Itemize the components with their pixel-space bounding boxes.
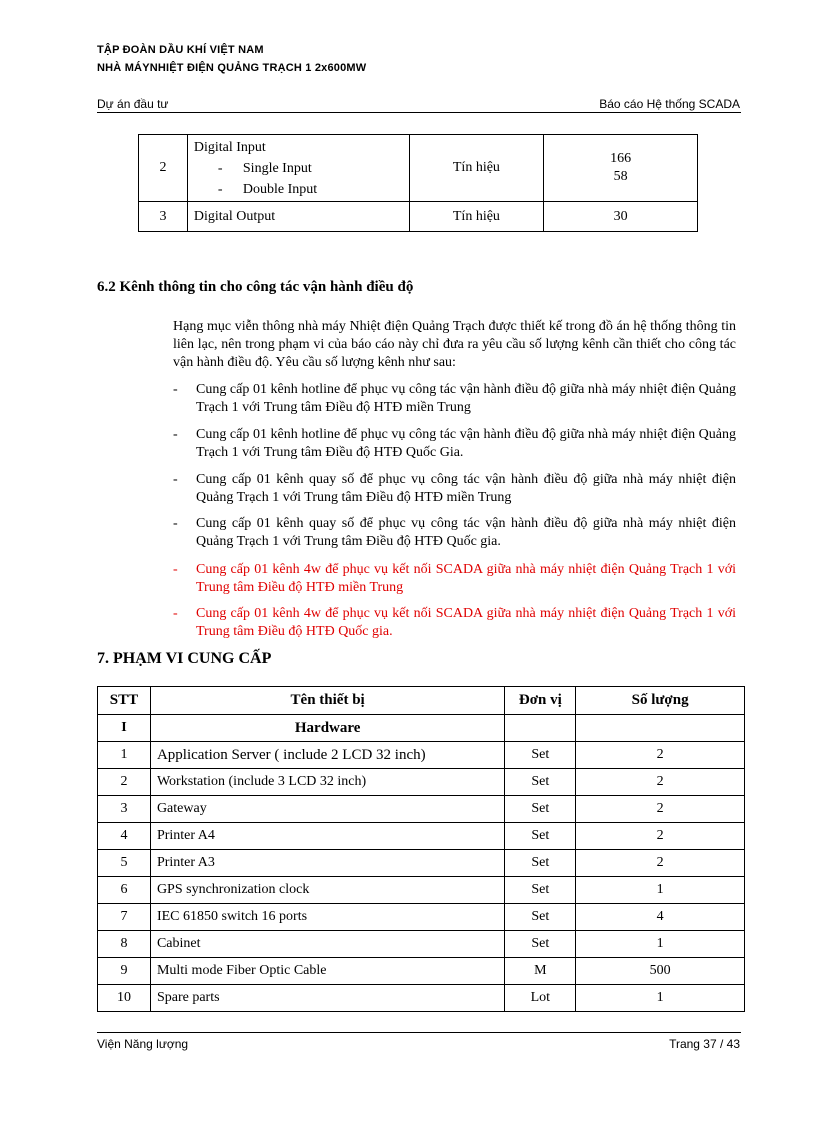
row-number: 3: [98, 796, 151, 823]
intro-paragraph: Hạng mục viễn thông nhà máy Nhiệt điện Quảng Trạch được thiết kế trong đồ án hệ thống thông tin liên lạc, nên trong phạm vi của báo cáo này chỉ đưa ra yêu cầu số lượng kênh cần thiết cho công tác vận hành điều độ. Yêu cầu số lượng kênh như sau:: [173, 319, 736, 370]
quantity: 2: [576, 742, 745, 769]
row-number: 2: [98, 769, 151, 796]
list-item-highlighted: - Cung cấp 01 kênh 4w để phục vụ kết nối SCADA giữa nhà máy nhiệt điện Quảng Trạch 1 với Trung tâm Điều độ HTĐ Quốc gia.: [173, 606, 736, 639]
table-row: [98, 769, 745, 796]
row-unit: Tín hiệu: [409, 202, 544, 232]
device-name: Spare parts: [150, 985, 504, 1012]
quantity: 1: [576, 877, 745, 904]
quantity: 1: [576, 931, 745, 958]
group-name: Hardware: [150, 715, 504, 742]
row-number: 6: [98, 877, 151, 904]
table-row: [98, 985, 745, 1012]
sub-item: - Double Input: [217, 181, 318, 197]
device-name: Printer A4: [150, 823, 504, 850]
unit: Set: [505, 931, 576, 958]
value: 58: [613, 169, 628, 184]
row-description: [187, 135, 409, 202]
quantity: 500: [576, 958, 745, 985]
header-left-subtitle: Dự án đầu tư: [97, 97, 169, 111]
unit: Set: [505, 742, 576, 769]
row-number: 5: [98, 850, 151, 877]
row-number: 10: [98, 985, 151, 1012]
org-name: TẬP ĐOÀN DẦU KHÍ VIỆT NAM: [97, 44, 264, 56]
unit: Set: [505, 769, 576, 796]
unit: Set: [505, 796, 576, 823]
section-heading-6-2: 6.2 Kênh thông tin cho công tác vận hành điều độ: [97, 279, 414, 295]
column-header: Tên thiết bị: [150, 687, 504, 715]
sub-item: - Single Input: [217, 160, 312, 176]
row-number: 9: [98, 958, 151, 985]
page-number: Trang 37 / 43: [669, 1037, 740, 1051]
header-right-subtitle: Báo cáo Hệ thống SCADA: [599, 97, 740, 111]
table-row: [98, 742, 745, 769]
row-number: 8: [98, 931, 151, 958]
row-number: 2: [139, 135, 188, 202]
column-header: Số lượng: [576, 687, 745, 715]
row-number: 1: [98, 742, 151, 769]
device-name: IEC 61850 switch 16 ports: [150, 904, 504, 931]
column-header: Đơn vị: [505, 687, 576, 715]
quantity: 4: [576, 904, 745, 931]
unit: Set: [505, 823, 576, 850]
row-title: Digital Output: [187, 202, 409, 232]
list-item: - Cung cấp 01 kênh hotline để phục vụ công tác vận hành điều độ giữa nhà máy nhiệt điện Quảng Trạch 1 với Trung tâm Điều độ HTĐ Quốc Gia.: [173, 427, 736, 460]
device-name: Cabinet: [150, 931, 504, 958]
table-header-row: [98, 687, 745, 715]
row-title: Digital Input: [193, 139, 266, 155]
column-header: STT: [98, 687, 151, 715]
section-heading-7: 7. PHẠM VI CUNG CẤP: [97, 650, 272, 667]
header-divider: [97, 112, 741, 113]
unit: Set: [505, 877, 576, 904]
list-item: - Cung cấp 01 kênh quay số để phục vụ công tác vận hành điều độ giữa nhà máy nhiệt điện Quảng Trạch 1 với Trung tâm Điều độ HTĐ Quốc gia.: [173, 516, 736, 549]
table-row: [98, 877, 745, 904]
row-number: 4: [98, 823, 151, 850]
quantity: 2: [576, 850, 745, 877]
table-row: [98, 823, 745, 850]
value: 166: [610, 151, 632, 166]
footer-left: Viện Năng lượng: [97, 1037, 189, 1051]
table-row: [98, 931, 745, 958]
unit: M: [505, 958, 576, 985]
row-number: 7: [98, 904, 151, 931]
quantity: 2: [576, 823, 745, 850]
device-name: Gateway: [150, 796, 504, 823]
row-value: 30: [544, 202, 698, 232]
footer-divider: [97, 1032, 741, 1033]
group-number: I: [98, 715, 151, 742]
row-number: 3: [139, 202, 188, 232]
unit: Set: [505, 850, 576, 877]
signal-table: [138, 134, 698, 232]
list-item: - Cung cấp 01 kênh quay số để phục vụ công tác vận hành điều độ giữa nhà máy nhiệt điện Quảng Trạch 1 với Trung tâm Điều độ HTĐ miền Trung: [173, 472, 736, 505]
table-row: [98, 958, 745, 985]
supply-scope-table: [97, 686, 745, 1012]
unit: Set: [505, 904, 576, 931]
plant-name: NHÀ MÁYNHIỆT ĐIỆN QUẢNG TRẠCH 1 2x600MW: [97, 62, 367, 74]
device-name: Printer A3: [150, 850, 504, 877]
quantity: 2: [576, 796, 745, 823]
device-name: Workstation (include 3 LCD 32 inch): [150, 769, 504, 796]
device-name: GPS synchronization clock: [150, 877, 504, 904]
table-row: [139, 202, 698, 232]
quantity: 2: [576, 769, 745, 796]
table-row: [139, 135, 698, 202]
row-values: [544, 135, 698, 202]
list-item-highlighted: - Cung cấp 01 kênh 4w để phục vụ kết nối SCADA giữa nhà máy nhiệt điện Quảng Trạch 1 với Trung tâm Điều độ HTĐ miền Trung: [173, 562, 736, 595]
row-unit: Tín hiệu: [409, 135, 544, 202]
list-item: - Cung cấp 01 kênh hotline để phục vụ công tác vận hành điều độ giữa nhà máy nhiệt điện Quảng Trạch 1 với Trung tâm Điều độ HTĐ miền Trung: [173, 382, 736, 415]
table-row: [98, 796, 745, 823]
table-row: [98, 904, 745, 931]
device-name: Multi mode Fiber Optic Cable: [150, 958, 504, 985]
unit: Lot: [505, 985, 576, 1012]
table-row: [98, 850, 745, 877]
device-name: Application Server ( include 2 LCD 32 inch): [150, 742, 504, 769]
table-group-row: [98, 715, 745, 742]
quantity: 1: [576, 985, 745, 1012]
